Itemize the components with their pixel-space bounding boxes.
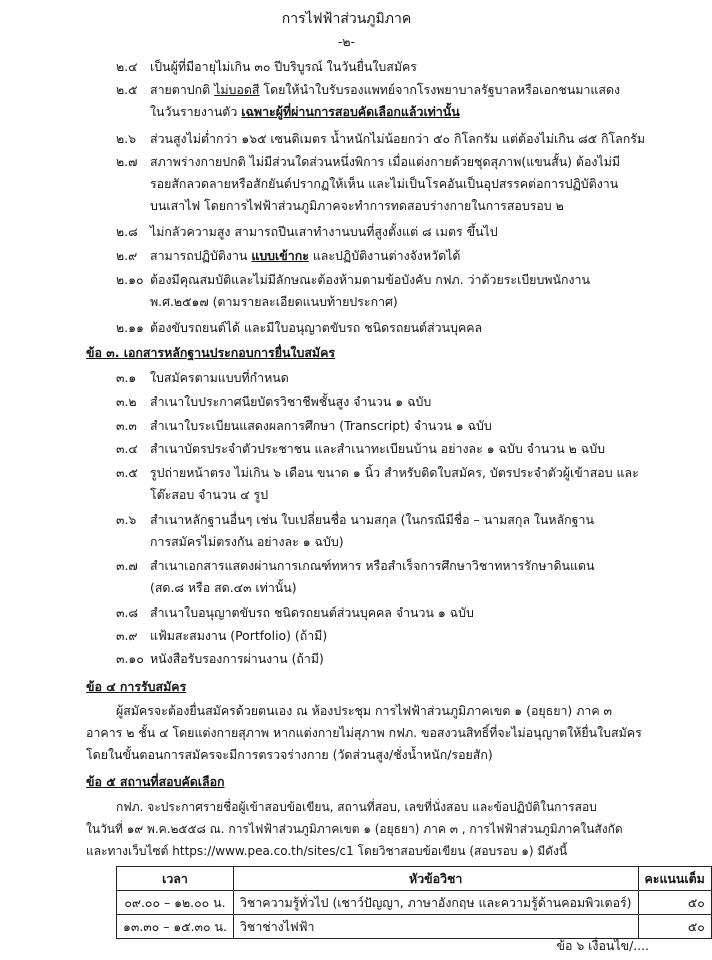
paragraph-line: และทางเว็บไซต์ https://www.pea.co.th/sites/c1 โดยวิชาสอบข้อเขียน (สอบรอบ ๑) มีดังนี้	[86, 844, 568, 858]
item-number: ๒.๔	[116, 59, 138, 74]
item-text: ในวันรายงานตัว เฉพาะผู้ที่ผ่านการสอบคัดเลือกแล้วเท่านั้น	[150, 104, 460, 119]
section-4-title: ข้อ ๔ การรับสมัคร	[86, 679, 187, 694]
item-text: เป็นผู้ที่มีอายุไม่เกิน ๓๐ ปีบริบูรณ์ ในวันยื่นใบสมัคร	[150, 59, 417, 74]
cell-time: ๐๙.๐๐ – ๑๒.๐๐ น.	[117, 891, 234, 915]
cell-subject: วิชาช่างไฟฟ้า	[233, 915, 638, 939]
item-number: ๒.๖	[116, 131, 136, 146]
item-number: ๒.๗	[116, 154, 138, 169]
item-text: สายตาปกติ ไม่บอดสี โดยให้นำใบรับรองแพทย์จากโรงพยาบาลรัฐบาลหรือเอกชนมาแสดง	[150, 82, 621, 97]
item-text: การสมัครไม่ตรงกัน อย่างละ ๑ ฉบับ)	[150, 534, 344, 549]
item-text: (สด.๘ หรือ สด.๔๓ เท่านั้น)	[150, 580, 297, 595]
item-text: ไม่กลัวความสูง สามารถปีนเสาทำงานบนที่สูงตั้งแต่ ๘ เมตร ขึ้นไป	[150, 224, 498, 239]
cell-time: ๑๓.๓๐ – ๑๕.๓๐ น.	[117, 915, 234, 939]
item-text: หนังสือรับรองการผ่านงาน (ถ้ามี)	[150, 651, 324, 666]
item-text: รอยสักลวดลายหรือสักยันต์ปรากฏให้เห็น และไม่เป็นโรคอันเป็นอุปสรรคต่อการปฏิบัติงาน	[150, 176, 619, 191]
item-text: สภาพร่างกายปกติ ไม่มีส่วนใดส่วนหนึ่งพิการ เมื่อแต่งกายด้วยชุดสุภาพ(แขนสั้น) ต้องไม่มี	[150, 154, 621, 169]
item-number: ๓.๑๐	[116, 651, 144, 666]
item-number: ๒.๑๐	[116, 272, 144, 287]
item-text: โต๊ะสอบ จำนวน ๔ รูป	[150, 487, 269, 502]
item-text: ต้องขับรถยนต์ได้ และมีใบอนุญาตขับรถ ชนิดรถยนต์ส่วนบุคคล	[150, 320, 483, 335]
paragraph-line: อาคาร ๒ ชั้น ๔ โดยแต่งกายสุภาพ หากแต่งกายไม่สุภาพ กฟภ. ขอสงวนสิทธิ์ที่จะไม่อนุญาตให้ยื่นใบสมัคร	[86, 725, 642, 740]
item-text: สำเนาหลักฐานอื่นๆ เช่น ใบเปลี่ยนชื่อ นามสกุล (ในกรณีมีชื่อ – นามสกุล ในหลักฐาน	[150, 512, 594, 527]
item-number: ๓.๙	[116, 628, 138, 643]
item-text: บนเสาไฟ โดยการไฟฟ้าส่วนภูมิภาคจะทำการทดสอบร่างกายในการสอบรอบ ๒	[150, 198, 564, 213]
item-text: พ.ศ.๒๕๑๗ (ตามรายละเอียดแนบท้ายประกาศ)	[150, 294, 398, 309]
section-3-title: ข้อ ๓. เอกสารหลักฐานประกอบการยื่นใบสมัคร	[86, 345, 336, 360]
item-number: ๓.๒	[116, 394, 137, 409]
item-number: ๒.๙	[116, 248, 138, 263]
cell-score: ๕๐	[638, 891, 711, 915]
section-5-title: ข้อ ๕ สถานที่สอบคัดเลือก	[86, 774, 225, 789]
item-text: สามารถปฏิบัติงาน แบบเข้ากะ และปฏิบัติงานต่างจังหวัดได้	[150, 248, 461, 263]
item-number: ๓.๖	[116, 512, 137, 527]
paragraph-line: ในวันที่ ๑๙ พ.ค.๒๕๕๘ ณ. การไฟฟ้าส่วนภูมิภาคเขต ๑ (อยุธยา) ภาค ๓ , การไฟฟ้าส่วนภูมิภาคในสังกัด	[86, 822, 623, 836]
item-number: ๒.๘	[116, 224, 138, 239]
item-number: ๒.๑๑	[116, 320, 144, 335]
item-text: ส่วนสูงไม่ต่ำกว่า ๑๖๕ เซนติเมตร น้ำหนักไม่น้อยกว่า ๕๐ กิโลกรัม แต่ต้องไม่เกิน ๘๕ กิโลกรัม	[150, 131, 646, 146]
item-number: ๓.๑	[116, 370, 137, 385]
item-number: ๓.๔	[116, 441, 138, 456]
item-text: แฟ้มสะสมงาน (Portfolio) (ถ้ามี)	[150, 628, 328, 643]
page-number: -๒-	[337, 34, 356, 49]
item-text: รูปถ่ายหน้าตรง ไม่เกิน ๖ เดือน ขนาด ๑ นิ้ว สำหรับติดใบสมัคร, บัตรประจำตัวผู้เข้าสอบ และ	[150, 465, 639, 480]
paragraph-line: โดยในขั้นตอนการสมัครจะมีการตรวจร่างกาย (วัดส่วนสูง/ชั่งน้ำหนัก/รอยสัก)	[86, 747, 493, 762]
table-row	[117, 915, 712, 939]
underlined-text: ไม่บอดสี	[214, 82, 260, 97]
exam-schedule-table	[116, 866, 712, 939]
item-text: ต้องมีคุณสมบัติและไม่มีลักษณะต้องห้ามตามข้อบังคับ กฟภ. ว่าด้วยระเบียบพนักงาน	[150, 272, 590, 287]
underlined-text: เฉพาะผู้ที่ผ่านการสอบคัดเลือกแล้วเท่านั้น	[241, 104, 460, 119]
item-text: สำเนาใบระเบียนแสดงผลการศึกษา (Transcript) จำนวน ๑ ฉบับ	[150, 418, 492, 433]
cell-subject: วิชาความรู้ทั่วไป (เชาว์ปัญญา, ภาษาอังกฤษ และความรู้ด้านคอมพิวเตอร์)	[233, 891, 638, 915]
item-text: สำเนาใบอนุญาตขับรถ ชนิดรถยนต์ส่วนบุคคล จำนวน ๑ ฉบับ	[150, 605, 474, 620]
column-header-score: คะแนนเต็ม	[638, 867, 711, 891]
item-text: สำเนาเอกสารแสดงผ่านการเกณฑ์ทหาร หรือสำเร็จการศึกษาวิชาทหารรักษาดินแดน	[150, 558, 595, 573]
item-text: สำเนาใบประกาศนียบัตรวิชาชีพชั้นสูง จำนวน ๑ ฉบับ	[150, 394, 432, 409]
table-header-row	[117, 867, 712, 891]
underlined-text: แบบเข้ากะ	[251, 248, 309, 263]
page-header-org: การไฟฟ้าส่วนภูมิภาค	[281, 11, 412, 27]
item-number: ๒.๕	[116, 82, 138, 97]
table-row	[117, 891, 712, 915]
cell-score: ๕๐	[638, 915, 711, 939]
footer-continuation: ข้อ ๖ เงื่อนไข/....	[556, 938, 649, 953]
item-text: สำเนาบัตรประจำตัวประชาชน และสำเนาทะเบียนบ้าน อย่างละ ๑ ฉบับ จำนวน ๒ ฉบับ	[150, 441, 605, 456]
paragraph-line: กฟภ. จะประกาศรายชื่อผู้เข้าสอบข้อเขียน, สถานที่สอบ, เลขที่นั่งสอบ และข้อปฏิบัติในการสอบ	[116, 800, 597, 814]
column-header-subject: หัวข้อวิชา	[233, 867, 638, 891]
item-number: ๓.๕	[116, 465, 138, 480]
paragraph-line: ผู้สมัครจะต้องยื่นสมัครด้วยตนเอง ณ ห้องประชุม การไฟฟ้าส่วนภูมิภาคเขต ๑ (อยุธยา) ภาค ๓	[116, 703, 613, 718]
item-text: ใบสมัครตามแบบที่กำหนด	[150, 370, 289, 385]
column-header-time: เวลา	[117, 867, 234, 891]
item-number: ๓.๓	[116, 418, 137, 433]
item-number: ๓.๘	[116, 605, 138, 620]
item-number: ๓.๗	[116, 558, 138, 573]
